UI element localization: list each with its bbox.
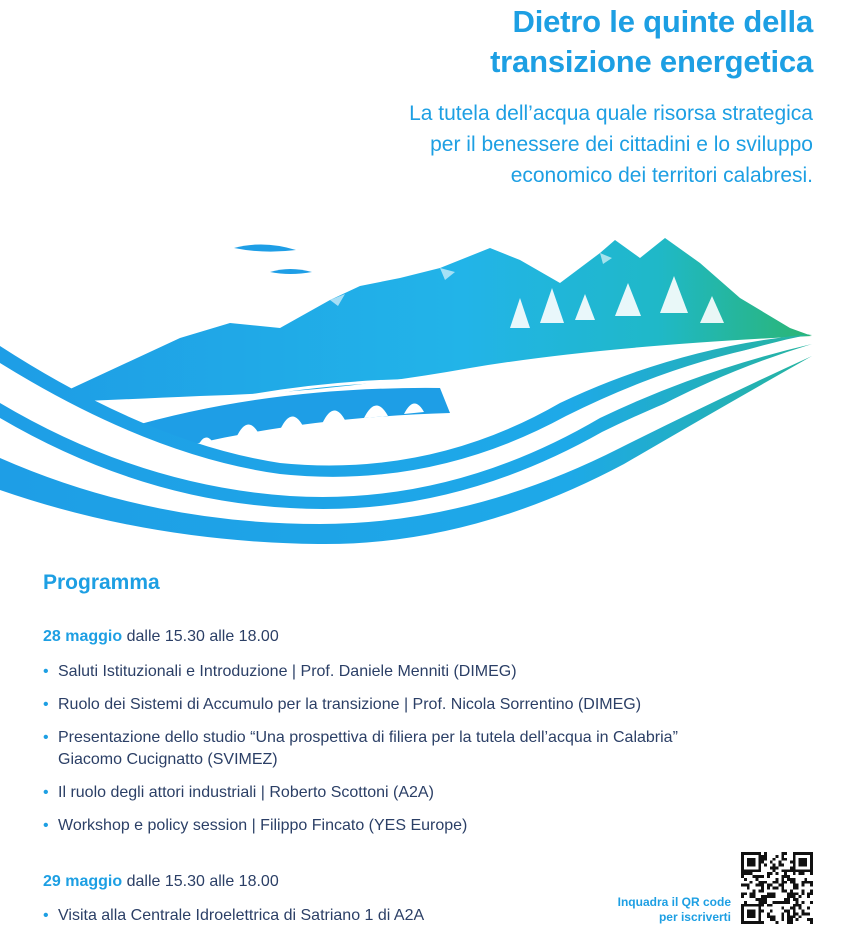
subtitle-line-3: economico dei territori calabresi. — [510, 164, 813, 187]
day2-date: 29 maggio — [43, 873, 123, 890]
qr-label-line-1: Inquadra il QR code — [617, 895, 731, 909]
event-title — [490, 2, 813, 82]
list-item — [43, 727, 678, 771]
qr-label — [618, 895, 731, 925]
list-item: • Saluti Istituzionali e Introduzione | Prof. Daniele Menniti (DIMEG) — [43, 661, 678, 683]
cloud-shape — [270, 269, 312, 274]
cloud-shape — [234, 244, 296, 251]
list-item-line-1: Presentazione dello studio “Una prospettiva di filiera per la tutela dell’acqua in Calabria” — [58, 729, 678, 746]
event-subtitle — [409, 98, 813, 191]
day2-list — [43, 905, 424, 927]
qr-code-icon[interactable] — [741, 852, 813, 924]
list-item-line-2: Giacomo Cucignatto (SVIMEZ) — [58, 751, 278, 768]
list-item: • Il ruolo degli attori industriali | Roberto Scottoni (A2A) — [43, 782, 678, 804]
list-item: • Workshop e policy session | Filippo Fincato (YES Europe) — [43, 815, 678, 837]
subtitle-line-2: per il benessere dei cittadini e lo sviluppo — [430, 133, 813, 156]
subtitle-line-1: La tutela dell’acqua quale risorsa strategica — [409, 102, 813, 125]
day2-time: dalle 15.30 alle 18.00 — [122, 873, 279, 890]
day2-heading — [43, 873, 279, 891]
title-line-1: Dietro le quinte della — [512, 4, 813, 39]
landscape-illustration — [0, 228, 849, 548]
program-title: Programma — [43, 571, 160, 594]
day1-date: 28 maggio — [43, 628, 123, 645]
day1-time: dalle 15.30 alle 18.00 — [122, 628, 279, 645]
list-item: • Ruolo dei Sistemi di Accumulo per la transizione | Prof. Nicola Sorrentino (DIMEG) — [43, 694, 678, 716]
day1-list — [43, 661, 678, 837]
qr-label-line-2: per iscriverti — [658, 910, 731, 924]
title-line-2: transizione energetica — [490, 44, 813, 79]
list-item: • Visita alla Centrale Idroelettrica di Satriano 1 di A2A — [43, 905, 424, 927]
day1-heading — [43, 628, 279, 646]
